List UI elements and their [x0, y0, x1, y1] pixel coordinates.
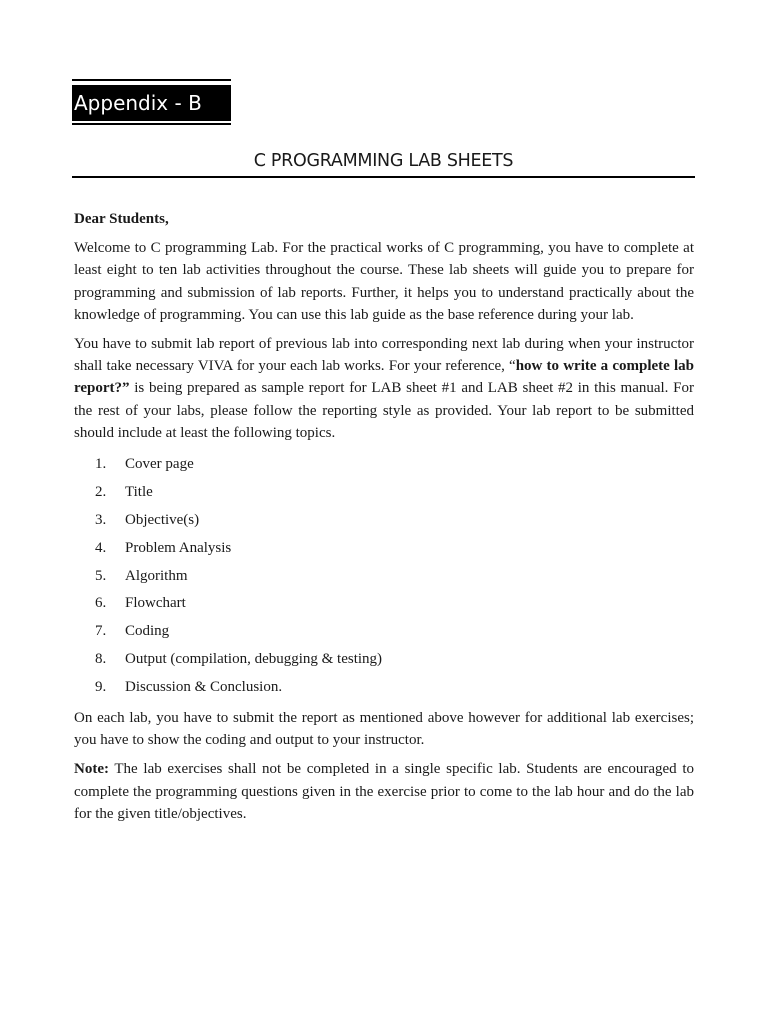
list-item — [74, 535, 694, 563]
list-item-text: Flowchart — [125, 595, 186, 612]
list-item-text: Coding — [125, 623, 170, 640]
list-item — [74, 618, 694, 646]
list-item-text: Objective(s) — [125, 511, 200, 528]
report-paragraph — [74, 333, 694, 444]
list-item — [74, 479, 694, 507]
list-item-text: Discussion & Conclusion. — [125, 679, 283, 696]
note-paragraph — [74, 758, 694, 825]
list-item-number: 9. — [95, 679, 107, 696]
appendix-bottom-rule — [72, 123, 231, 125]
intro-paragraph: Welcome to C programming Lab. For the practical works of C programming, you have to complete at least eight to ten lab activities throughout the course. These lab sheets will guide you to prepare for programming and submission of lab reports. Further, it helps you to understand practically about the knowledge of programming. You can use this lab guide as the base reference during your lab. — [74, 240, 694, 323]
salutation: Dear Students, — [74, 211, 169, 227]
report-paragraph-emphasis: how to write a complete lab report?” — [74, 358, 694, 397]
list-item-number: 8. — [95, 651, 107, 668]
section-title: C PROGRAMMING LAB SHEETS — [253, 151, 514, 171]
list-item-text: Algorithm — [125, 567, 188, 584]
report-topics-list — [74, 451, 694, 702]
exercise-paragraph: On each lab, you have to submit the report as mentioned above however for additional lab exercises; you have to show the coding and output to your instructor. — [74, 710, 694, 749]
list-item-number: 2. — [95, 483, 107, 500]
list-item-text: Problem Analysis — [125, 539, 232, 556]
list-item-number: 1. — [95, 456, 107, 473]
list-item — [74, 451, 694, 479]
list-item-number: 4. — [95, 539, 107, 556]
letter-body — [74, 208, 694, 832]
list-item-text: Title — [125, 483, 153, 500]
list-item-number: 3. — [95, 511, 107, 528]
appendix-heading: Appendix - B — [72, 85, 231, 121]
section-title-rule — [72, 176, 695, 178]
appendix-top-rule — [72, 79, 231, 81]
list-item-text: Output (compilation, debugging & testing) — [125, 651, 383, 668]
list-item-number: 6. — [95, 595, 107, 612]
list-item-number: 7. — [95, 623, 107, 640]
list-item-text: Cover page — [125, 456, 194, 473]
note-label: Note: — [74, 761, 109, 778]
list-item — [74, 507, 694, 535]
list-item — [74, 646, 694, 674]
list-item-number: 5. — [95, 567, 107, 584]
report-paragraph-text: You have to submit lab report of previous lab into corresponding next lab during when your instructor shall take necessary VIVA for your each lab works. For your reference, “ — [74, 336, 694, 375]
report-paragraph-text-end: is being prepared as sample report for LAB sheet #1 and LAB sheet #2 in this manual. For the rest of your labs, please follow the reporting style as provided. Your lab report to be submitted should include at least the following topics. — [74, 380, 694, 441]
note-text: The lab exercises shall not be completed in a single specific lab. Students are encouraged to complete the programming questions given in the exercise prior to come to the lab hour and do the lab for the given title/objectives. — [74, 761, 694, 822]
list-item — [74, 590, 694, 618]
list-item — [74, 674, 694, 702]
list-item — [74, 563, 694, 591]
